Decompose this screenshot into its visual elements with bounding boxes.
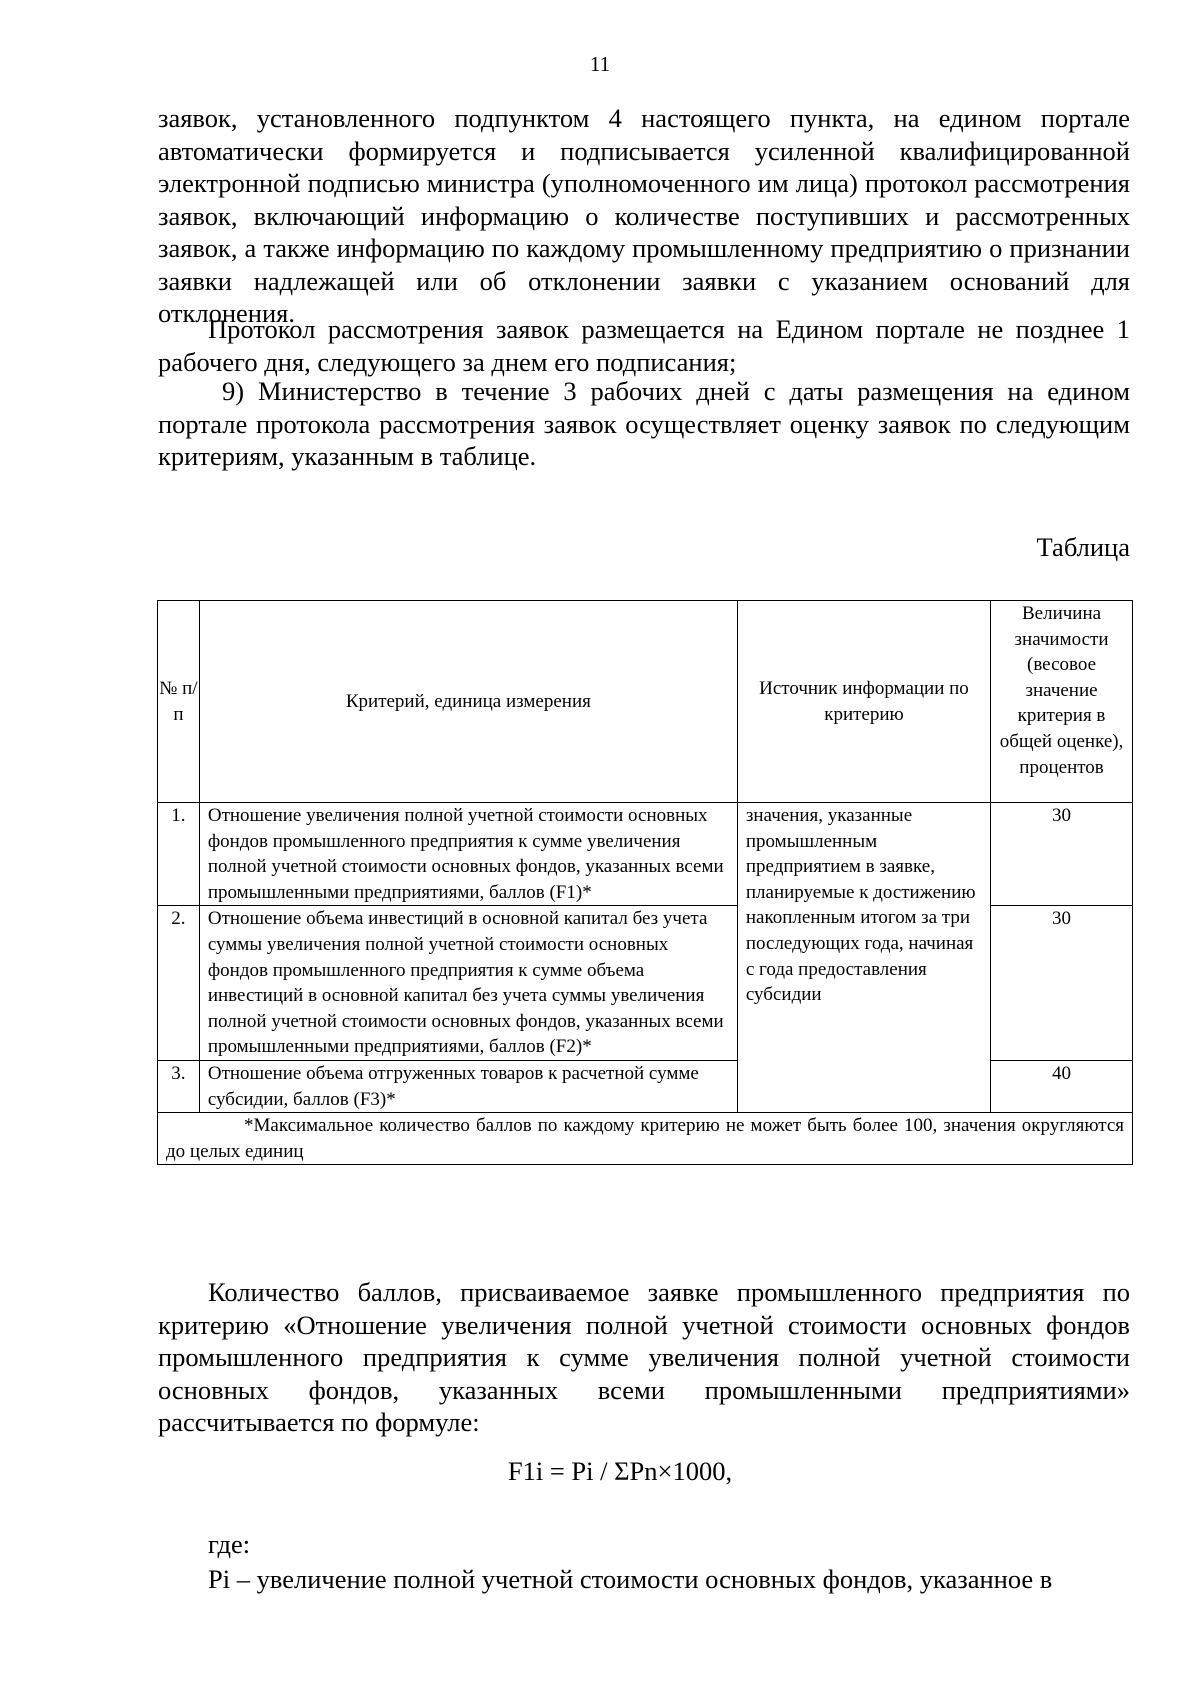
paragraph-f1-explanation: Количество баллов, присваиваемое заявке промышленного предприятия по критерию «Отношение увеличения полной учетной стоимости основных фондов промышленного предприятия к сумме увеличения полной учетной стоимости основных фондов, указанных всеми промышленными предприятиями» рассчитывается по формуле: [158,1277,1130,1437]
row-criterion: Отношение увеличения полной учетной стоимости основных фондов промышленного предприятия к сумме увеличения полной учетной стоимости основных фондов, указанных всеми промышленными предприятиями, баллов (F1)* [199,803,737,906]
table-footnote: *Максимальное количество баллов по каждому критерию не может быть более 100, значения округляются до целых единиц [158,1113,1133,1165]
row-source-merged: значения, указанные промышленным предприятием в заявке, планируемые к достижению накопленным итогом за три последующих года, начиная с года предоставления субсидии [737,803,990,1113]
header-num: № п/п [158,601,200,803]
header-source: Источник информации по критерию [737,601,990,803]
paragraph-protocol-placement: Протокол рассмотрения заявок размещается на Едином портале не позднее 1 рабочего дня, следующего за днем его подписания; [158,314,1130,377]
paragraph-pi-definition: Pi – увеличение полной учетной стоимости основных фондов, указанное в [208,1564,1053,1594]
paragraph-where: где: [208,1529,251,1559]
page-number: 11 [589,52,611,76]
row-criterion: Отношение объема отгруженных товаров к расчетной сумме субсидии, баллов (F3)* [199,1060,737,1112]
row-weight: 30 [991,803,1133,906]
paragraph-protocol: заявок, установленного подпунктом 4 настоящего пункта, на едином портале автоматически формируется и подписывается усиленной квалифицированной электронной подписью министра (уполномоченного им лица) протокол рассмотрения заявок, включающий информацию о количестве поступивших и рассмотренных заявок, а также информацию по каждому промышленному предприятию о признании заявки надлежащей или об отклонении заявки с указанием оснований для отклонения. [158,103,1130,328]
criteria-table [157,600,1133,1165]
table-header-row [158,601,1133,803]
row-num: 2. [158,906,200,1061]
row-weight: 40 [991,1060,1133,1112]
row-num: 1. [158,803,200,906]
row-criterion: Отношение объема инвестиций в основной капитал без учета суммы увеличения полной учетной стоимости основных фондов промышленного предприятия к сумме объема инвестиций в основной капитал без учета суммы увеличения полной учетной стоимости основных фондов, указанных всеми промышленными предприятиями, баллов (F2)* [199,906,737,1061]
header-weight: Величина значимости (весовое значение критерия в общей оценке), процентов [991,601,1133,803]
row-weight: 30 [991,906,1133,1061]
table-row [158,803,1133,906]
formula-f1: F1i = Pi / ΣPn×1000, [507,1456,733,1486]
table-footnote-row [158,1113,1133,1165]
paragraph-item-9: 9) Министерство в течение 3 рабочих дней с даты размещения на едином портале протокола рассмотрения заявок осуществляет оценку заявок по следующим критериям, указанным в таблице. [158,376,1130,471]
header-criterion: Критерий, единица измерения [199,601,737,803]
row-num: 3. [158,1060,200,1112]
table-caption: Таблица [1036,532,1130,562]
